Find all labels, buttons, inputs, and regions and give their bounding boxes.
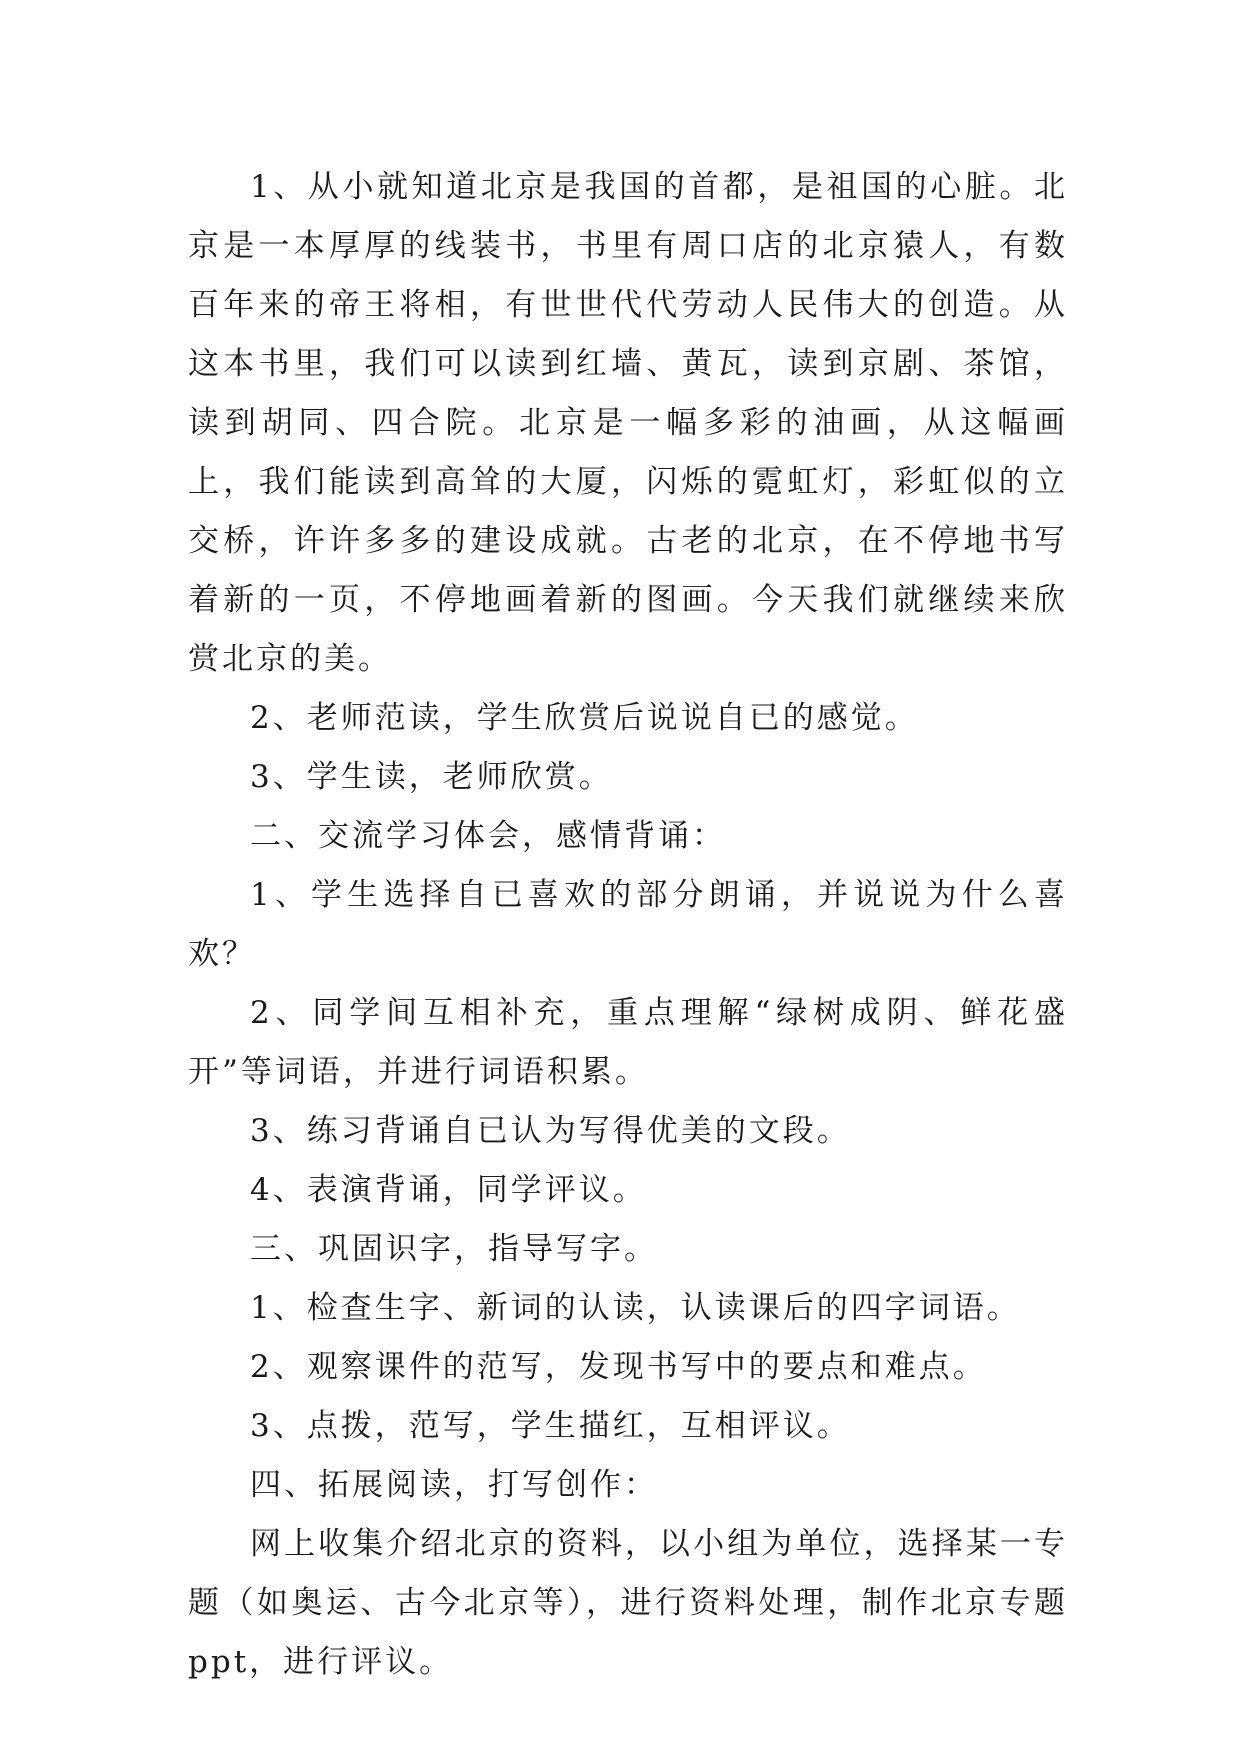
section-heading: 四、拓展阅读，打写创作： — [250, 1467, 658, 1503]
paragraph: 1、学生选择自已喜欢的部分朗诵，并说说为什么喜欢？ — [188, 877, 1068, 972]
paragraph: 网上收集介绍北京的资料，以小组为单位，选择某一专题（如奥运、古今北京等），进行资料处理，制作北京专题ppt，进行评议。 — [188, 1526, 1068, 1680]
paragraph: 3、学生读，老师欣赏。 — [250, 759, 613, 795]
paragraph: 3、练习背诵自已认为写得优美的文段。 — [250, 1113, 851, 1149]
paragraph: 2、同学间互相补充，重点理解“绿树成阴、鲜花盛开”等词语，并进行词语积累。 — [188, 995, 1068, 1090]
paragraph: 2、老师范读，学生欣赏后说说自已的感觉。 — [250, 700, 919, 736]
paragraph: 2、观察课件的范写，发现书写中的要点和难点。 — [250, 1349, 987, 1385]
section-heading: 二、交流学习体会，感情背诵： — [250, 818, 726, 854]
section-heading: 三、巩固识字，指导写字。 — [250, 1231, 658, 1267]
paragraph: 1、从小就知道北京是我国的首都，是祖国的心脏。北京是一本厚厚的线装书，书里有周口店的北京猿人，有数百年来的帝王将相，有世世代代劳动人民伟大的创造。从这本书里，我们可以读到红墙、黄瓦，读到京剧、茶馆，读到胡同、四合院。北京是一幅多彩的油画，从这幅画上，我们能读到高耸的大厦，闪烁的霓虹灯，彩虹似的立交桥，许许多多的建设成就。古老的北京，在不停地书写着新的一页，不停地画着新的图画。今天我们就继续来欣赏北京的美。 — [188, 169, 1068, 677]
document-body — [188, 158, 1068, 1692]
paragraph: 3、点拨，范写，学生描红，互相评议。 — [250, 1408, 851, 1444]
paragraph: 4、表演背诵，同学评议。 — [250, 1172, 647, 1208]
paragraph: 1、检查生字、新词的认读，认读课后的四字词语。 — [250, 1290, 1021, 1326]
